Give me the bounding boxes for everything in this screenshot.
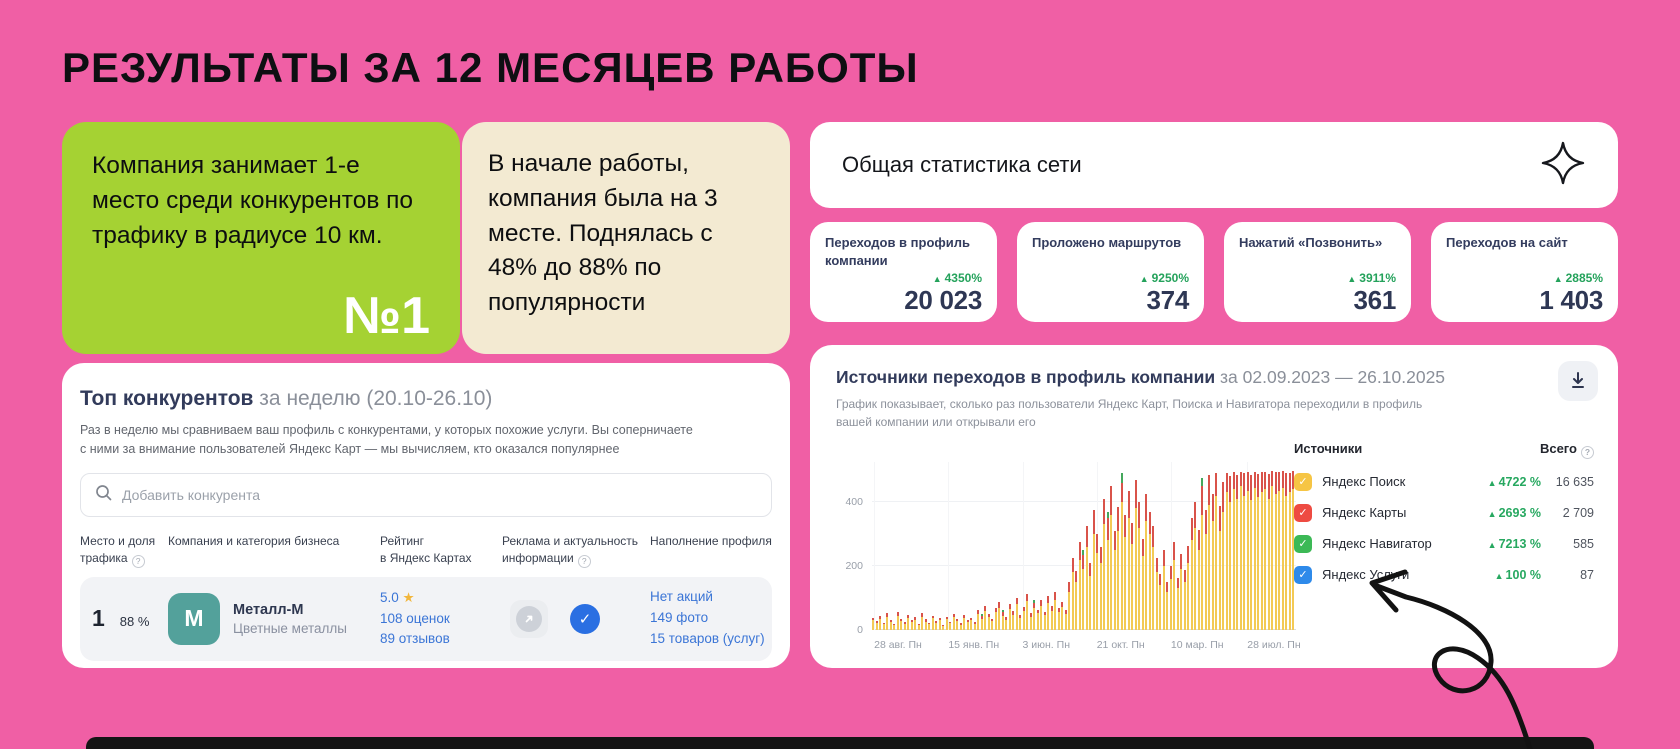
metric-card-calls — [1224, 222, 1411, 322]
chart-legend — [1294, 441, 1594, 597]
table-row[interactable] — [80, 577, 772, 661]
competitors-title-row — [80, 387, 772, 411]
checkbox-yandex-maps[interactable]: ✓ — [1294, 504, 1312, 522]
metric-value: 20 023 — [904, 285, 982, 315]
add-competitor-search[interactable] — [80, 473, 772, 517]
metric-growth: ▲ 3911% — [1347, 271, 1396, 285]
legend-growth: ▲ 4722 % — [1487, 474, 1541, 489]
legend-sources-label: Источники — [1294, 441, 1363, 456]
sparkle-icon — [1540, 140, 1586, 191]
rating-value: 5.0 — [380, 590, 399, 606]
profile-cell — [650, 587, 772, 650]
highlight-card-progress — [462, 122, 790, 354]
photos-count-link[interactable]: 149 фото — [650, 610, 709, 626]
up-triangle-icon: ▲ — [1487, 508, 1497, 519]
metric-cards-row — [810, 222, 1618, 322]
company-cell — [168, 593, 380, 645]
search-icon — [95, 484, 112, 506]
avatar: М — [168, 593, 220, 645]
rank-badge: №1 — [343, 287, 430, 345]
metric-growth: ▲ 4350% — [932, 271, 982, 285]
up-triangle-icon: ▲ — [1139, 274, 1149, 284]
competitors-description: Раз в неделю мы сравниваем ваш профиль с конкурентами, у которых похожие услуги. Вы соперничаете с ними за внимание пользователей Яндекс Карт — мы вычисляем, кто оказался популярнее — [80, 423, 693, 457]
rating-cell — [380, 588, 502, 649]
info-icon[interactable]: ? — [1581, 446, 1594, 459]
traffic-share: 88 % — [119, 614, 150, 630]
goods-count-link[interactable]: 15 товаров (услуг) — [650, 631, 765, 647]
sources-description: График показывает, сколько раз пользователи Яндекс Карт, Поиска и Навигатора переходили в профиль вашей компании или открывали его — [836, 397, 1423, 429]
metric-value: 374 — [1146, 285, 1189, 315]
competitors-title: Топ конкурентов — [80, 387, 254, 410]
rank-card-text: Компания занимает 1-е место среди конкурентов по трафику в радиусе 10 км. — [92, 152, 414, 249]
metric-label: Переходов в профиль компании — [825, 235, 970, 268]
metric-growth: ▲ 9250% — [1139, 271, 1189, 285]
promos-status[interactable]: Нет акций — [650, 589, 713, 605]
legend-growth: ▲ 2693 % — [1487, 505, 1541, 520]
legend-total: 16 635 — [1555, 474, 1594, 489]
next-slide-edge — [86, 737, 1594, 749]
checkbox-yandex-search[interactable]: ✓ — [1294, 473, 1312, 491]
table-header-row — [80, 533, 772, 568]
legend-row-services: ✓ Яндекс Услуги ▲ 100 % 87 — [1294, 566, 1594, 584]
star-icon: ★ — [402, 590, 415, 606]
download-button[interactable] — [1558, 361, 1598, 401]
legend-growth: ▲ 100 % — [1494, 567, 1541, 582]
legend-total-label: Всего ? — [1540, 441, 1594, 459]
up-triangle-icon: ▲ — [1487, 539, 1497, 550]
bar-chart: 0 200 400 28 авг. Пн 15 янв. Пн 3 июн. Пн 21 окт. Пн 10 мар. Пн 28 июл. Пн — [872, 462, 1296, 630]
sources-title-row — [836, 367, 1592, 388]
sources-title: Источники переходов в профиль компании — [836, 367, 1216, 387]
legend-header — [1294, 441, 1594, 459]
info-icon[interactable]: ? — [132, 555, 145, 568]
legend-growth: ▲ 7213 % — [1487, 536, 1541, 551]
legend-row-search: ✓ Яндекс Поиск ▲ 4722 % 16 635 — [1294, 473, 1594, 491]
checkbox-yandex-services[interactable]: ✓ — [1294, 566, 1312, 584]
advert-disabled-icon — [510, 600, 548, 638]
sources-period: за 02.09.2023 — 26.10.2025 — [1220, 367, 1446, 387]
metric-card-site-visits — [1431, 222, 1618, 322]
up-triangle-icon: ▲ — [1494, 570, 1504, 581]
legend-total: 585 — [1573, 536, 1594, 551]
column-header-rank: Место и доля трафика ? — [80, 533, 156, 567]
legend-total: 87 — [1580, 567, 1594, 582]
chart-bars — [872, 462, 1296, 630]
network-stats-title: Общая статистика сети — [842, 152, 1082, 177]
metric-label: Переходов на сайт — [1446, 235, 1568, 250]
metric-growth: ▲ 2885% — [1553, 271, 1603, 285]
verified-check-icon: ✓ — [570, 604, 600, 634]
competitors-period: за неделю (20.10-26.10) — [259, 387, 493, 410]
column-header-ads: Реклама и актуальность информации ? — [502, 533, 639, 567]
progress-card-text: В начале работы, компания была на 3 месте. Поднялась с 48% до 88% по популярности — [488, 150, 718, 317]
rank-value: 1 — [92, 605, 105, 632]
company-category: Цветные металлы — [233, 620, 348, 636]
metric-label: Проложено маршрутов — [1032, 235, 1182, 250]
rank-cell — [80, 605, 168, 632]
column-header-profile: Наполнение профиля — [650, 533, 772, 548]
checkbox-yandex-navigator[interactable]: ✓ — [1294, 535, 1312, 553]
column-header-rating: Рейтинг в Яндекс Картах — [380, 533, 472, 566]
up-triangle-icon: ▲ — [1487, 477, 1497, 488]
network-stats-header — [810, 122, 1618, 208]
highlight-card-rank — [62, 122, 460, 354]
legend-total: 2 709 — [1562, 505, 1594, 520]
download-icon — [1569, 371, 1587, 392]
metric-label: Нажатий «Позвонить» — [1239, 235, 1383, 250]
up-triangle-icon: ▲ — [1553, 274, 1563, 284]
metric-value: 1 403 — [1539, 285, 1603, 315]
competitors-panel — [62, 363, 790, 668]
legend-row-navigator: ✓ Яндекс Навигатор ▲ 7213 % 585 — [1294, 535, 1594, 553]
metric-card-profile-visits — [810, 222, 997, 322]
metric-value: 361 — [1353, 285, 1396, 315]
legend-row-maps: ✓ Яндекс Карты ▲ 2693 % 2 709 — [1294, 504, 1594, 522]
sources-panel — [810, 345, 1618, 668]
page-title: РЕЗУЛЬТАТЫ ЗА 12 МЕСЯЦЕВ РАБОТЫ — [62, 44, 919, 91]
ads-cell — [502, 600, 650, 638]
up-triangle-icon: ▲ — [932, 274, 942, 284]
column-header-company: Компания и категория бизнеса — [168, 533, 340, 548]
info-icon[interactable]: ? — [578, 555, 591, 568]
company-name: Металл-М — [233, 601, 304, 618]
ratings-count-link[interactable]: 108 оценок — [380, 610, 450, 626]
search-input[interactable] — [122, 487, 757, 503]
reviews-count-link[interactable]: 89 отзывов — [380, 630, 450, 646]
metric-card-routes — [1017, 222, 1204, 322]
up-triangle-icon: ▲ — [1347, 274, 1357, 284]
